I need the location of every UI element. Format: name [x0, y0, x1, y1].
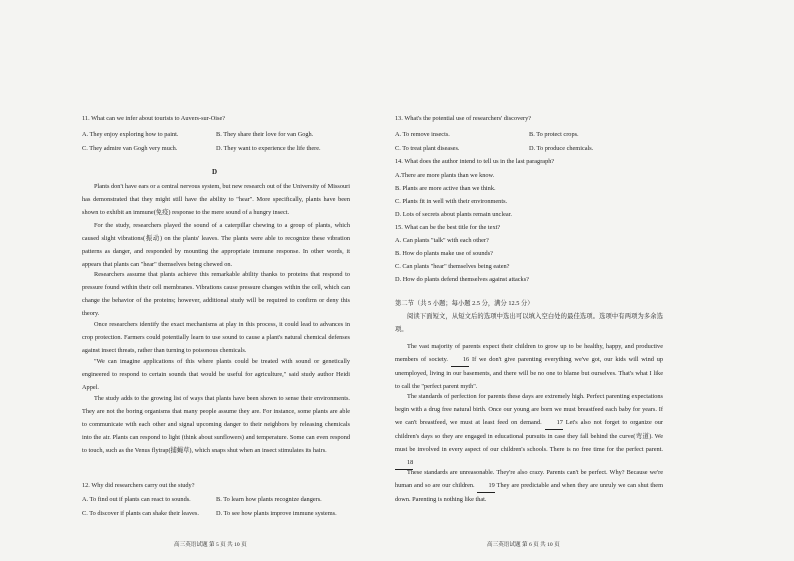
blank-18: 18 [395, 456, 413, 470]
option-14-a: A.There are more plants than we know. [395, 172, 495, 179]
question-12-options-row2 [82, 510, 350, 518]
blank-17: 17 [545, 416, 563, 430]
passage-d-paragraph-6: The study adds to the growing list of ways that plants have been shown to sense their environments. They are not the boring organisms that many people assume they are. For instance, some plants are able to communicate with each other and signal upcoming danger to their neighbors by releasing chemicals into the air. Plants can respond to light (think about sunflowers) and temperature. Some can even respond to touch, such as the Venus flytrap(捕蝇草), which snaps shut when an insect stimulates its hairs. [82, 395, 350, 454]
blank-19: 19 [477, 479, 495, 493]
option-12-b: B. To learn how plants recognize dangers. [216, 496, 322, 503]
question-13-options-row1 [395, 131, 663, 139]
option-14-c: C. Plants fit in well with their environments. [395, 198, 508, 205]
option-12-d: D. To see how plants improve immune systems. [216, 510, 337, 517]
option-13-d: D. To produce chemicals. [529, 145, 594, 152]
option-15-d: D. How do plants defend themselves against attacks? [395, 276, 529, 283]
option-11-b: B. They share their love for van Gogh. [216, 131, 314, 138]
passage-letter-d: D [212, 168, 218, 176]
option-11-c: C. They admire van Gogh very much. [82, 145, 178, 152]
paragraph-1-text-b: If we don't give parenting everything we've got, our kids will wind up unemployed, living in our basements, and there will be no one to blame but ourselves. That's what I like to call the "perfect parent myth". [395, 356, 664, 390]
paragraph-2-text-a: The standards of perfection for parents these days are extremely high. Perfect parenting expectations begin with a drug free natural birth. Once our young are born we must breastfeed each baby for years. If we can't breastfeed, we must at least feed on demand. [395, 393, 663, 426]
page-footer-right: 高三英语试题 第 6 页 共 10 页 [487, 542, 560, 548]
passage-d-paragraph-2: For the study, researchers played the sound of a caterpillar chewing to a group of plants, which caused slight vibrations(振动) on the plants' leaves. The plants were able to recognize these vibration patterns as danger, and responded by mounting the appropriate immune response. In other words, it appears that plants can "hear" themselves being chewed on. [82, 222, 350, 268]
blank-16: 16 [451, 353, 469, 367]
passage-d-paragraph-5: "We can imagine applications of this where plants could be treated with sound or genetically engineered to respond to certain sounds that would be useful for agriculture," said study author Heidi Appel. [82, 358, 350, 391]
option-13-b: B. To protect crops. [529, 131, 579, 138]
question-15-stem: 15. What can be the best title for the text? [395, 224, 501, 231]
passage-d-paragraph-1: Plants don't have ears or a central nervous system, but new research out of the University of Missouri has demonstrated that they might still have the ability to "hear". More specifically, plants have been shown to exhibit an immune(免疫) response to the mere sound of a hungry insect. [82, 183, 350, 216]
option-14-b: B. Plants are more active than we think. [395, 185, 496, 192]
question-14-stem: 14. What does the author intend to tell us in the last paragraph? [395, 158, 555, 165]
option-12-c: C. To discover if plants can shake their leaves. [82, 510, 199, 517]
passage-d-paragraph-3: Researchers assume that plants achieve this remarkable ability thanks to proteins that respond to pressure found within their cell membranes. Vibrations cause pressure changes within the cell, which can change the behavior of the proteins; however, additional study will be required to confirm or deny this theory. [82, 271, 350, 317]
option-15-a: A. Can plants "talk" with each other? [395, 237, 489, 244]
paragraph-1-text-a: The vast majority of parents expect their children to grow up to be healthy, happy, and productive members of society. [395, 343, 663, 363]
paragraph-2-text-b: Let's also not forget to organize our children's days so they are engaged in educational pursuits in case they fall behind the curve(弯道). We must be involved in every aspect of our children's schools. There is no free time for the perfect parent. [395, 419, 664, 453]
option-11-a: A. They enjoy exploring how to paint. [82, 131, 179, 138]
question-13-stem: 13. What's the potential use of researchers' discovery? [395, 115, 532, 122]
question-11-stem: 11. What can we infer about tourists to Auvers-sur-Oise? [82, 115, 226, 122]
option-14-d: D. Lots of secrets about plants remain unclear. [395, 211, 512, 218]
passage-d-paragraph-4: Once researchers identify the exact mechanisms at play in this process, it could lead to advances in crop protection. Farmers could potentially learn to use sound to cause a plant's natural chemical defenses against insect threats, rather than turning to poisonous chemicals. [82, 321, 350, 354]
option-15-b: B. How do plants make use of sounds? [395, 250, 493, 257]
passage-paragraph-2 [395, 390, 663, 470]
option-12-a: A. To find out if plants can react to sounds. [82, 496, 191, 503]
question-13-options-row2 [395, 145, 663, 153]
question-11-options-row2 [82, 145, 350, 153]
passage-paragraph-1 [395, 340, 663, 393]
section-2-instruction: 阅读下面短文，从短文后的选项中选出可以填入空白处的最佳选项。选项中有两项为多余选项。 [395, 313, 663, 333]
paragraph-3-text-a: These standards are unreasonable. They're also crazy. Parents can't be perfect. Why? Because we're human and so are our children. [395, 469, 663, 489]
option-11-d: D. They want to experience the life there. [216, 145, 321, 152]
passage-paragraph-3 [395, 466, 663, 506]
question-11-options-row1 [82, 131, 350, 139]
section-2-title: 第二节（共 5 小题；每小题 2.5 分，满分 12.5 分） [395, 300, 534, 307]
option-13-a: A. To remove insects. [395, 131, 450, 138]
option-13-c: C. To treat plant diseases. [395, 145, 460, 152]
option-15-c: C. Can plants "hear" themselves being eaten? [395, 263, 510, 270]
paragraph-3-text-b: They are predictable and when they are unruly we can shut them down. Parenting is nothing like that. [395, 482, 663, 503]
question-12-stem: 12. Why did researchers carry out the study? [82, 482, 195, 489]
question-12-options-row1 [82, 496, 350, 504]
page-footer-left: 高三英语试题 第 5 页 共 10 页 [174, 542, 247, 548]
